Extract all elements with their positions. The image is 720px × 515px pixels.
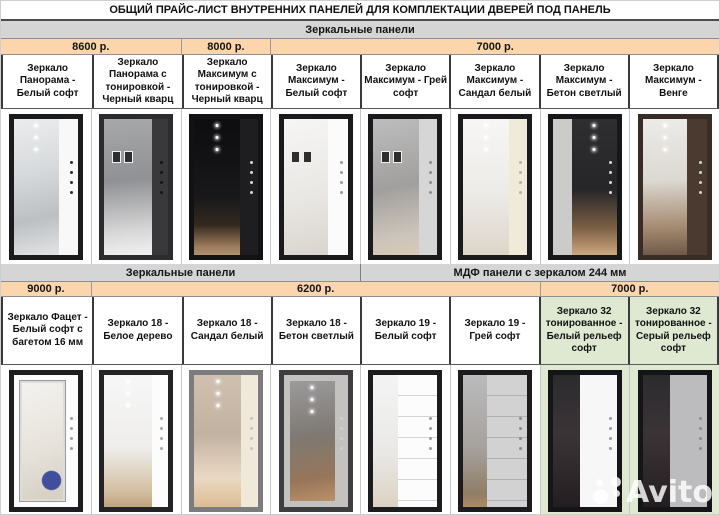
ceiling-lights [216,380,219,407]
product-name-row-2 [1,297,719,365]
door-image-row-1 [1,109,719,264]
door-image-cell [540,365,630,515]
door-photo [638,370,712,512]
door-handle-dots [340,161,343,194]
door-photo [99,370,173,512]
door-handle-dots [429,417,432,450]
price-cell: 8600 р. [72,40,110,53]
ceiling-lights [215,124,218,151]
door-mirror [290,381,335,501]
door-photo [548,114,622,260]
door-handle-dots [609,161,612,194]
door-photo [279,370,353,512]
price-cell: 6200 р. [91,282,540,296]
ceiling-lights [126,380,129,407]
price-cell: 7000 р. [270,39,719,54]
product-name-cell: Зеркало Максимум - Сандал белый [449,55,538,108]
door-image-cell [450,365,540,515]
door-handle-dots [250,161,253,194]
door-image-cell [360,365,450,515]
door-photo [458,370,532,512]
door-image-cell [270,365,360,515]
ceiling-lights [311,386,314,413]
door-mirror [14,119,59,255]
price-row-2 [1,282,719,297]
price-cell: 8000 р. [181,39,271,54]
product-name-cell: Зеркало 18 - Белое дерево [92,297,181,364]
door-panel [553,119,572,255]
door-image-cell [1,365,91,515]
door-panel [328,119,347,255]
wall-pictures [291,151,312,163]
door-mirror [104,375,151,507]
door-photo [458,114,532,260]
door-mirror [463,375,487,507]
ceiling-lights [485,124,488,151]
avito-watermark-text: Avito [626,475,713,510]
door-panel [59,119,78,255]
door-handle-dots [160,161,163,194]
door-mirror [284,119,329,255]
price-row-1 [1,39,719,55]
wall-pictures [112,151,133,163]
door-mirror [373,119,419,255]
door-image-cell [91,109,181,264]
product-name-cell: Зеркало Панорама с тонировкой - Черный кварц [92,55,181,108]
product-name-cell: Зеркало 32 тонированное - Серый рельеф софт [628,297,717,364]
door-photo [368,114,442,260]
product-name-cell: Зеркало 18 - Сандал белый [182,297,271,364]
ceiling-lights [593,124,596,151]
door-image-cell [270,109,360,264]
door-handle-dots [160,417,163,450]
product-name-cell: Зеркало 19 - Белый софт [360,297,449,364]
section-header-cell: Зеркальные панели [125,266,236,279]
door-handle-dots [519,161,522,194]
door-handle-dots [250,417,253,450]
product-name-cell: Зеркало Фацет - Белый софт с багетом 16 мм [3,297,92,364]
door-photo [638,114,712,260]
door-mirror [463,119,509,255]
product-name-cell: Зеркало Максимум - Бетон светлый [539,55,628,108]
wall-pictures [381,151,402,163]
price-cell: 7000 р. [540,282,720,296]
door-mirror [20,381,65,501]
price-cell: 9000 р. [27,283,65,295]
product-name-cell: Зеркало 32 тонированное - Белый рельеф софт [539,297,628,364]
product-name-cell: Зеркало Максимум - Венге [628,55,717,108]
door-handle-dots [609,417,612,450]
door-handle-dots [70,417,73,450]
door-handle-dots [519,417,522,450]
door-handle-dots [70,161,73,194]
product-name-cell: Зеркало 19 - Грей софт [449,297,538,364]
door-photo [368,370,442,512]
door-image-cell [1,109,91,264]
door-image-cell [360,109,450,264]
door-photo [99,114,173,260]
product-name-cell: Зеркало Панорама - Белый софт [3,55,92,108]
page-title: ОБЩИЙ ПРАЙС-ЛИСТ ВНУТРЕННИХ ПАНЕЛЕЙ ДЛЯ КОМПЛЕКТАЦИИ ДВЕРЕЙ ПОД ПАНЕЛЬ [1,1,719,21]
door-photo [9,370,83,512]
door-photo [9,114,83,260]
door-image-cell [629,365,719,515]
door-image-row-2 [1,365,719,515]
section-header-cell: Зеркальные панели [305,23,415,36]
door-mirror [104,119,151,255]
door-handle-dots [340,417,343,450]
door-image-cell [181,109,271,264]
section-header-row-1 [1,21,719,39]
door-image-cell [91,365,181,515]
door-mirror [194,375,241,507]
product-name-cell: Зеркало Максимум с тонировкой - Черный кварц [182,55,271,108]
door-photo [189,114,263,260]
door-mirror [194,119,240,255]
product-name-cell: Зеркало Максимум - Белый софт [271,55,360,108]
door-mirror [643,119,688,255]
section-header-row-2 [1,264,719,282]
section-header-cell: МДФ панели с зеркалом 244 мм [360,264,719,281]
door-mirror [643,375,670,507]
door-photo [279,114,353,260]
door-photo [189,370,263,512]
door-mirror [553,375,580,507]
door-image-cell [450,109,540,264]
door-handle-dots [699,417,702,450]
door-image-cell [181,365,271,515]
door-panel [687,119,706,255]
product-name-cell: Зеркало Максимум - Грей софт [360,55,449,108]
door-image-cell [540,109,630,264]
door-photo [548,370,622,512]
product-name-cell: Зеркало 18 - Бетон светлый [271,297,360,364]
ceiling-lights [664,124,667,151]
ceiling-lights [35,124,38,151]
door-handle-dots [699,161,702,194]
door-image-cell [629,109,719,264]
door-mirror [373,375,397,507]
product-name-row-1 [1,55,719,109]
door-handle-dots [429,161,432,194]
